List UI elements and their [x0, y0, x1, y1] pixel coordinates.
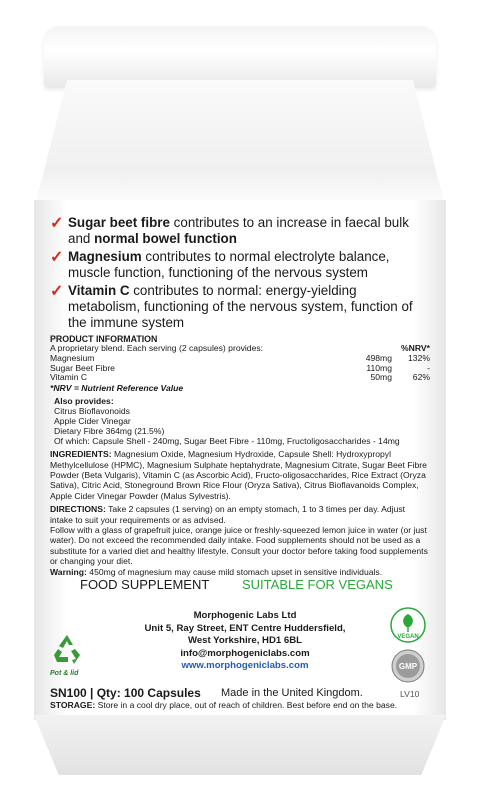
recycle-icon [50, 633, 84, 665]
claim-text: contributes to an increase in faecal bulk and [68, 215, 409, 246]
nutrient-name: Sugar Beet Fibre [50, 362, 115, 373]
gmp-badge-text: GMP [398, 662, 418, 671]
list-item: Of which: Capsule Shell - 240mg, Sugar Beet Fibre - 110mg, Fructoligosaccharides - 14mg [54, 436, 400, 447]
claim-sugar-beet [50, 215, 430, 247]
nrv-note: *NRV = Nutrient Reference Value [50, 383, 184, 394]
claim-magnesium [50, 249, 430, 281]
nutrient-amount: 110mg [366, 362, 392, 373]
check-icon: ✓ [50, 249, 64, 266]
nutrition-table [50, 344, 430, 383]
table-row [50, 373, 430, 383]
nutrition-intro: A proprietary blend. Each serving (2 capsules) provides: [50, 343, 264, 353]
storage-text: Store in a cool dry place, out of reach of children. Best before end on the base. [95, 700, 398, 710]
claim-bold: Magnesium [68, 249, 142, 264]
ingredients-label: INGREDIENTS: [50, 449, 112, 460]
list-item: Citrus Bioflavonoids [54, 406, 130, 417]
nutrient-amount: 498mg [365, 352, 392, 363]
bottle-cap [44, 26, 436, 88]
company-email: info@morphogeniclabs.com [180, 647, 310, 659]
also-provides [54, 396, 430, 446]
nrv-header: %NRV* [401, 343, 430, 353]
list-item: Apple Cider Vinegar [54, 416, 131, 427]
claim-bold: normal bowel function [94, 231, 237, 246]
company-address: West Yorkshire, HD1 6BL [187, 635, 303, 647]
also-provides-title: Also provides: [54, 396, 114, 407]
nutrient-nrv: 62% [412, 372, 430, 383]
claim-bold: Sugar beet fibre [68, 215, 170, 230]
directions-text-2: Follow with a glass of grapefruit juice, orange juice or freshly-squeezed lemon juice in water (or just water). Do not exceed the recommended daily intake. Food supplements should not be used as a substitute for a varied diet and healthy lifestyle. Consult your doctor before taking food supplements or changing your diet. [50, 525, 428, 567]
list-item: Dietary Fibre 364mg (21.5%) [54, 426, 165, 437]
suitable-for-vegans: SUITABLE FOR VEGANS [242, 577, 393, 592]
warning-text: 450mg of magnesium may cause mild stomach upset in sensitive individuals. [86, 566, 383, 577]
check-icon: ✓ [50, 283, 64, 300]
made-in: Made in the United Kingdom. [221, 687, 363, 699]
bottle-base [34, 715, 446, 775]
nutrient-name: Vitamin C [50, 372, 88, 383]
vegan-leaf-icon [390, 607, 426, 643]
storage [50, 700, 430, 710]
product-label [50, 215, 430, 710]
product-info-title: PRODUCT INFORMATION [50, 334, 158, 344]
gmp-seal-icon [391, 649, 425, 683]
serial-qty: SN100 | Qty: 100 Capsules [50, 686, 201, 700]
company-name: Morphogenic Labs Ltd [193, 610, 297, 621]
claim-text: contributes to normal electrolyte balance, muscle function, functioning of the nervous system [68, 249, 390, 280]
directions-text: Take 2 capsules (1 serving) on an empty stomach, 1 to 3 times per day. Adjust intake to suit your requirements or as advised. [50, 504, 406, 525]
claim-bold: Vitamin C [68, 283, 130, 298]
bottle-shoulder [34, 80, 446, 210]
company-address: Unit 5, Ray Street, ENT Centre Huddersfield, [144, 622, 346, 634]
directions [50, 504, 430, 577]
check-icon: ✓ [50, 215, 64, 232]
ingredients [50, 449, 430, 501]
nutrient-nrv: 132% [408, 352, 430, 363]
vegan-badge [390, 607, 426, 648]
lv-code: LV10 [400, 689, 420, 699]
directions-label: DIRECTIONS: [50, 504, 106, 515]
vegan-badge-text: VEGAN [397, 634, 419, 640]
ingredients-text: Magnesium Oxide, Magnesium Hydroxide, Capsule Shell: Hydroxypropyl Methylcellulose (HPMC), Magnesium Sulphate heptahydrate, Magnesium Citrate, Sugar Beet Fibre Powder (Beta Vulgaris), Vitamin C (as Ascorbic Acid), Fructo-oligosaccharides, Rice Extract (Oryza Sativa), Citric Acid, Stoneground Brown Rice Flour (Oryza Sativa), Citrus Bioflavanoids Complex, Apple Cider Vinegar Powder (Malus Sylvestris). [50, 449, 427, 501]
company-info [110, 610, 380, 673]
recycle-badge [50, 633, 90, 677]
food-supplement: FOOD SUPPLEMENT [80, 577, 210, 592]
warning-label: Warning: [50, 566, 87, 577]
storage-label: STORAGE: [50, 700, 96, 710]
company-website: www.morphogeniclabs.com [181, 660, 309, 672]
nutrient-nrv: - [427, 362, 430, 373]
pot-lid-label: Pot & lid [50, 670, 79, 677]
gmp-badge [391, 649, 425, 688]
claim-vitamin-c [50, 283, 430, 331]
nutrient-name: Magnesium [50, 352, 95, 363]
nutrient-amount: 50mg [370, 372, 392, 383]
claim-text: contributes to normal: energy-yielding metabolism, functioning of the nervous system, function of the immune system [68, 283, 413, 330]
